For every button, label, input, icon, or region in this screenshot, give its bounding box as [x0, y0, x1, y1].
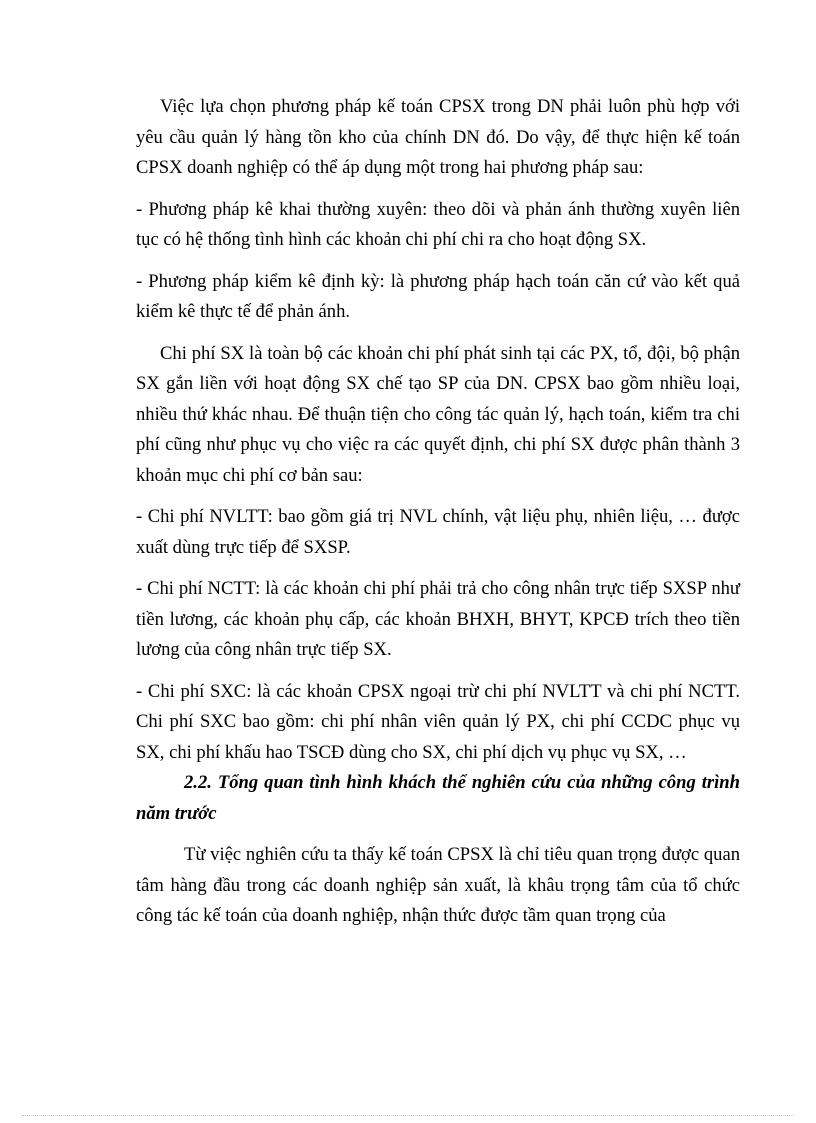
paragraph-method-choice: Việc lựa chọn phương pháp kế toán CPSX trong DN phải luôn phù hợp với yêu cầu quản lý hàng tồn kho của chính DN đó. Do vậy, để thực hiện kế toán CPSX doanh nghiệp có thể áp dụng một trong hai phương pháp sau: — [136, 96, 740, 178]
paragraph-perpetual-method: - Phương pháp kê khai thường xuyên: theo dõi và phản ánh thường xuyên liên tục có hệ thống tình hình các khoản chi phí chi ra cho hoạt động SX. — [136, 198, 740, 250]
footer-divider — [22, 1115, 794, 1116]
paragraph-periodic-method: - Phương pháp kiểm kê định kỳ: là phương pháp hạch toán căn cứ vào kết quả kiểm kê thực tế để phản ánh. — [136, 270, 740, 322]
paragraph-production-cost: Chi phí SX là toàn bộ các khoản chi phí phát sinh tại các PX, tổ, đội, bộ phận SX gắn liền với hoạt động SX chế tạo SP của DN. CPSX bao gồm nhiều loại, nhiều thứ khác nhau. Để thuận tiện cho công tác quản lý, hạch toán, kiểm tra chi phí cũng như phục vụ cho việc ra các quyết định, chi phí SX được phân thành 3 khoản mục chi phí cơ bản sau: — [136, 342, 740, 486]
paragraph-direct-labor: - Chi phí NCTT: là các khoản chi phí phải trả cho công nhân trực tiếp SXSP như tiền lương, các khoản phụ cấp, các khoản BHXH, BHYT, KPCĐ trích theo tiền lương của công nhân trực tiếp SX. — [136, 578, 740, 660]
paragraph-direct-materials: - Chi phí NVLTT: bao gồm giá trị NVL chính, vật liệu phụ, nhiên liệu, … được xuất dùng trực tiếp để SXSP. — [136, 506, 740, 558]
paragraph-overhead: - Chi phí SXC: là các khoản CPSX ngoại trừ chi phí NVLTT và chi phí NCTT. Chi phí SXC bao gồm: chi phí nhân viên quản lý PX, chi phí CCDC phục vụ SX, chi phí khấu hao TSCĐ dùng cho SX, chi phí dịch vụ phục vụ SX, … — [136, 680, 740, 763]
document-page — [136, 92, 740, 932]
section-heading: 2.2. Tổng quan tình hình khách thể nghiên cứu của những công trình năm trước — [136, 772, 740, 824]
paragraph-closing: Từ việc nghiên cứu ta thấy kế toán CPSX là chỉ tiêu quan trọng được quan tâm hàng đầu trong các doanh nghiệp sản xuất, là khâu trọng tâm của tổ chức công tác kế toán của doanh nghiệp, nhận thức được tầm quan trọng của — [136, 844, 740, 926]
